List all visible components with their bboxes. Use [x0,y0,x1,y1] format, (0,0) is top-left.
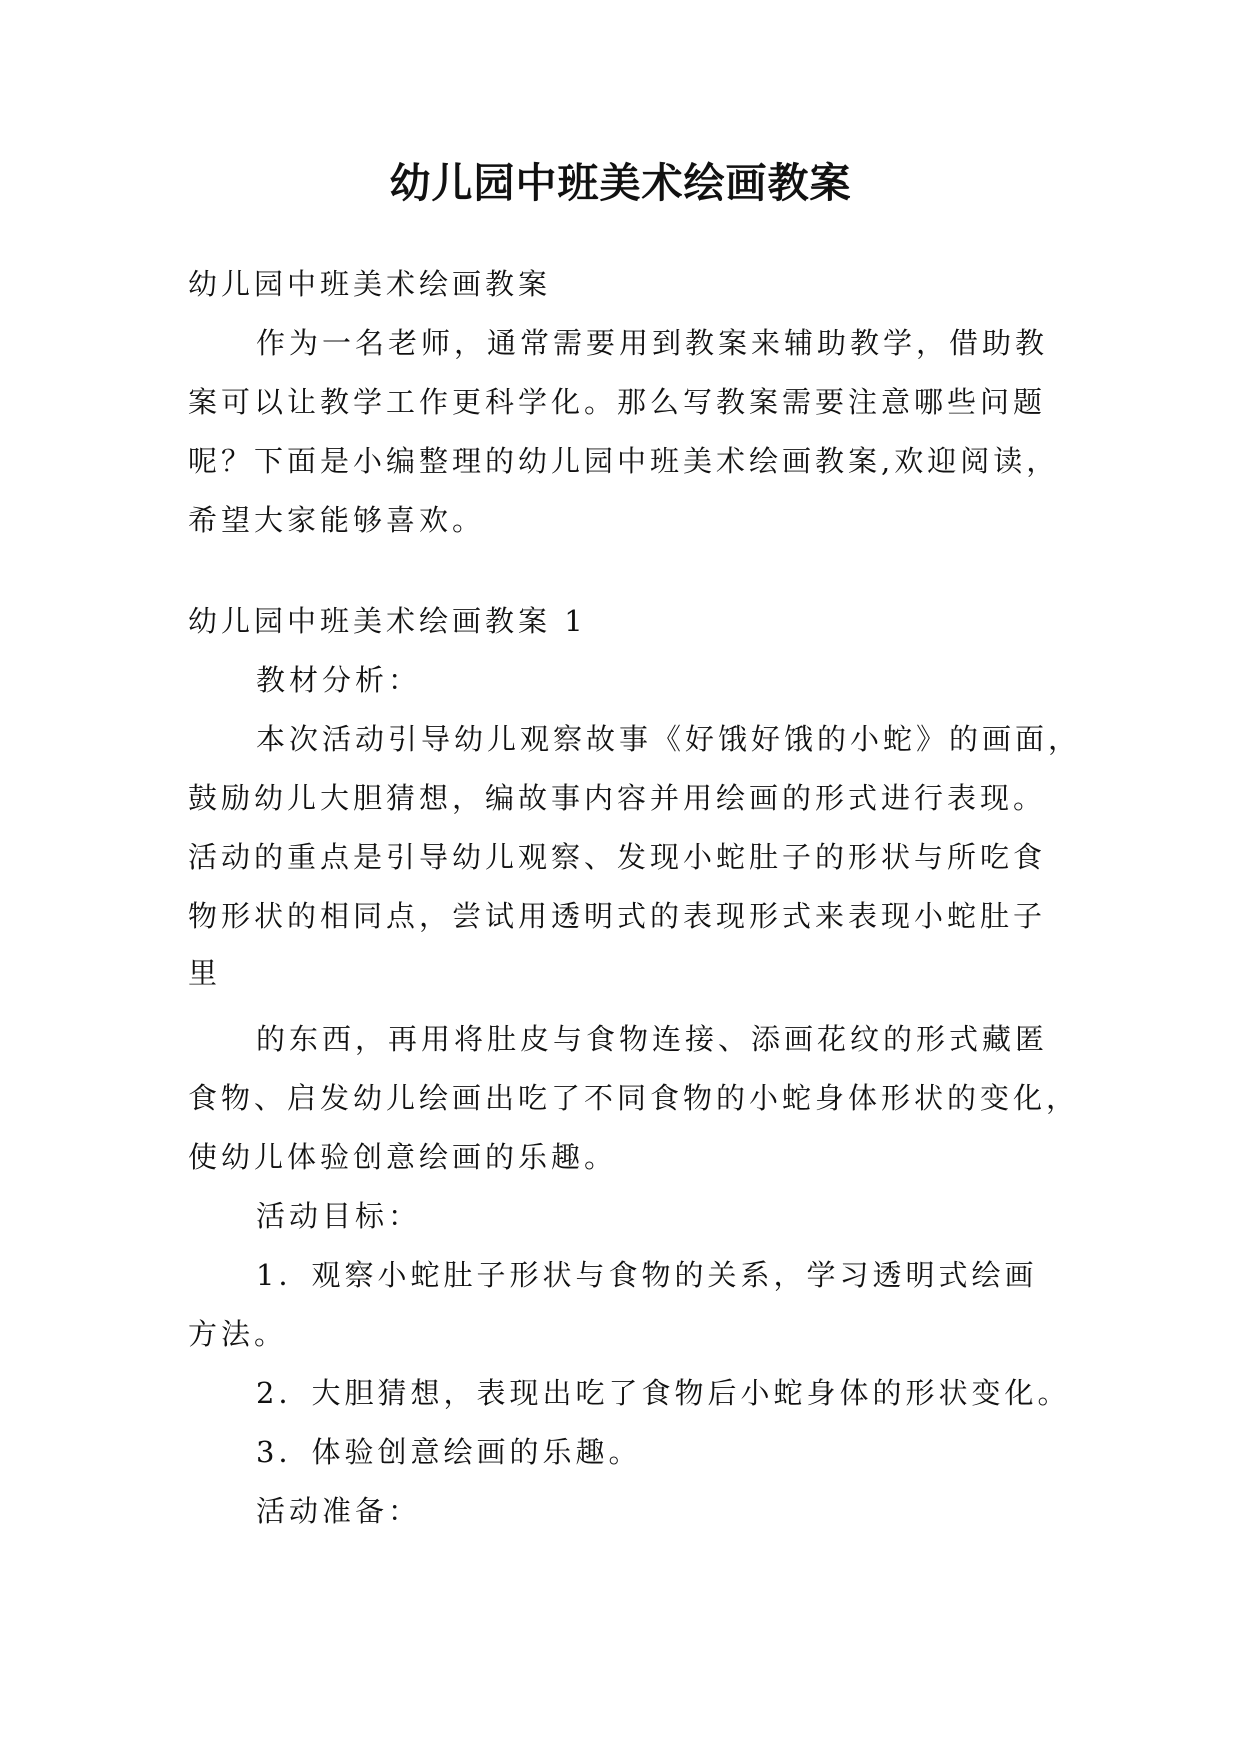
list-item-continuation: 方法。 [188,1317,288,1351]
body-paragraph-line: 的东西，再用将肚皮与食物连接、添画花纹的形式藏匿 [256,1022,1049,1056]
intro-paragraph-line: 作为一名老师，通常需要用到教案来辅助教学，借助教 [256,326,1049,360]
list-item: 2．大胆猜想，表现出吃了食物后小蛇身体的形状变化。 [256,1376,1071,1410]
body-paragraph-line: 活动的重点是引导幼儿观察、发现小蛇肚子的形状与所吃食 [188,840,1047,874]
intro-paragraph-line: 案可以让教学工作更科学化。那么写教案需要注意哪些问题 [188,385,1047,419]
list-item: 3．体验创意绘画的乐趣。 [256,1435,642,1469]
body-paragraph-line: 本次活动引导幼儿观察故事《好饿好饿的小蛇》的画面， [256,722,1082,756]
body-paragraph-line: 里 [188,956,222,990]
subsection-heading: 活动目标： [256,1199,422,1233]
section-heading: 幼儿园中班美术绘画教案 1 [188,604,587,638]
document-title: 幼儿园中班美术绘画教案 [389,159,852,207]
body-paragraph-line: 使幼儿体验创意绘画的乐趣。 [188,1140,618,1174]
body-paragraph-line: 鼓励幼儿大胆猜想，编故事内容并用绘画的形式进行表现。 [188,781,1047,815]
body-paragraph-line: 物形状的相同点，尝试用透明式的表现形式来表现小蛇肚子 [188,899,1047,933]
intro-paragraph-line: 希望大家能够喜欢。 [188,503,486,537]
body-paragraph-line: 食物、启发幼儿绘画出吃了不同食物的小蛇身体形状的变化， [188,1081,1080,1115]
subsection-heading: 活动准备： [256,1494,422,1528]
intro-paragraph-line: 呢？下面是小编整理的幼儿园中班美术绘画教案,欢迎阅读， [188,444,1060,478]
section-heading: 幼儿园中班美术绘画教案 [188,267,552,301]
subsection-heading: 教材分析： [256,663,422,697]
list-item: 1．观察小蛇肚子形状与食物的关系，学习透明式绘画 [256,1258,1038,1292]
